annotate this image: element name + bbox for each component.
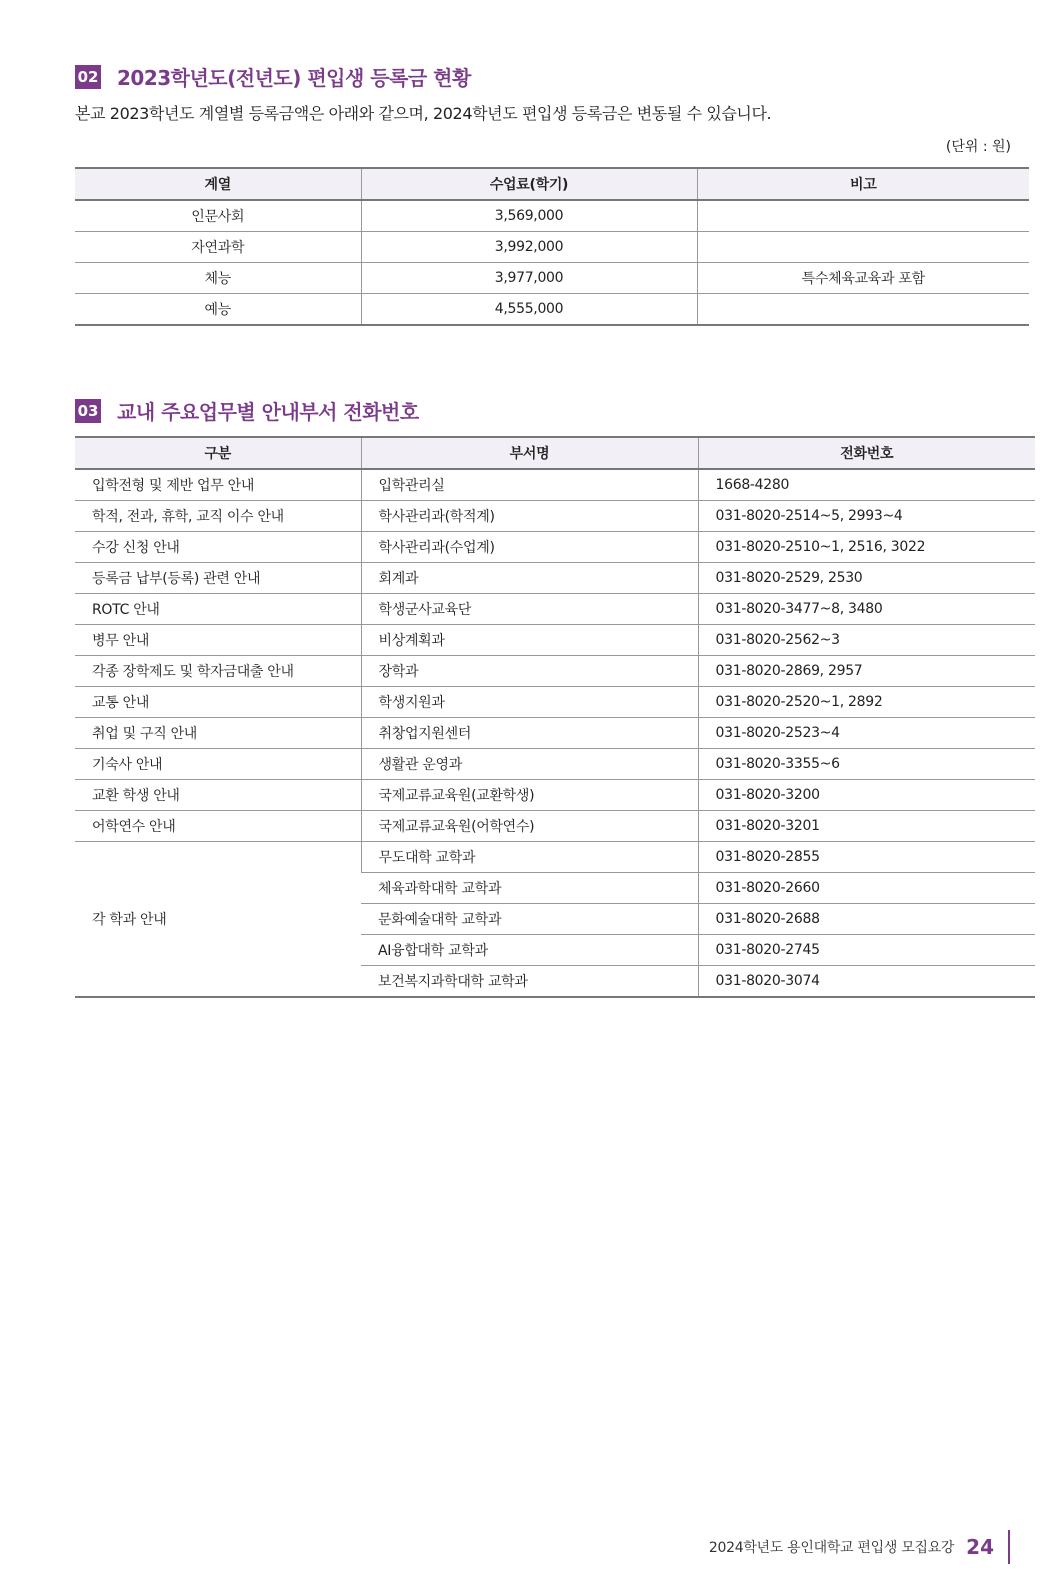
section-title: 교내 주요업무별 안내부서 전화번호: [117, 400, 419, 424]
tuition-cell: 3,992,000: [361, 232, 697, 263]
table-row: [75, 501, 1035, 532]
department-cell: 학생군사교육단: [361, 594, 698, 625]
table-row: [75, 780, 1035, 811]
table-row: [75, 232, 1029, 263]
category-cell: 예능: [75, 294, 361, 326]
category-cell: 기숙사 안내: [75, 749, 361, 780]
table-header-row: [75, 168, 1029, 200]
column-header: 전화번호: [698, 437, 1035, 469]
table-row: [75, 749, 1035, 780]
category-cell: 입학전형 및 제반 업무 안내: [75, 469, 361, 501]
page-footer: [709, 1530, 1010, 1564]
category-cell: 취업 및 구직 안내: [75, 718, 361, 749]
note-cell: [697, 232, 1029, 263]
phone-cell: 031-8020-2688: [698, 904, 1035, 935]
table-row: [75, 687, 1035, 718]
column-header: 계열: [75, 168, 361, 200]
phone-cell: 031-8020-2520~1, 2892: [698, 687, 1035, 718]
category-cell: ROTC 안내: [75, 594, 361, 625]
table-row: [75, 469, 1035, 501]
table-header-row: [75, 437, 1035, 469]
tuition-table: [75, 167, 1029, 326]
category-cell: 각종 장학제도 및 학자금대출 안내: [75, 656, 361, 687]
category-cell: 교환 학생 안내: [75, 780, 361, 811]
table-row: [75, 263, 1029, 294]
footer-divider: [1008, 1530, 1010, 1564]
section-heading-contacts: [75, 396, 419, 425]
phone-cell: 031-8020-2660: [698, 873, 1035, 904]
department-cell: 국제교류교육원(어학연수): [361, 811, 698, 842]
section-number-badge: 03: [75, 399, 101, 423]
intro-text: 본교 2023학년도 계열별 등록금액은 아래와 같으며, 2024학년도 편입생 등록금은 변동될 수 있습니다.: [75, 104, 772, 123]
category-cell: 어학연수 안내: [75, 811, 361, 842]
department-cell: 학사관리과(학적계): [361, 501, 698, 532]
phone-cell: 031-8020-2514~5, 2993~4: [698, 501, 1035, 532]
phone-cell: 031-8020-3074: [698, 966, 1035, 998]
table-row: [75, 656, 1035, 687]
department-cell: 비상계획과: [361, 625, 698, 656]
contact-table: [75, 436, 1035, 998]
table-row: [75, 842, 1035, 873]
note-cell: [697, 294, 1029, 326]
category-cell: 병무 안내: [75, 625, 361, 656]
phone-cell: 031-8020-2510~1, 2516, 3022: [698, 532, 1035, 563]
table-row: [75, 718, 1035, 749]
department-cell: 국제교류교육원(교환학생): [361, 780, 698, 811]
phone-cell: 031-8020-2869, 2957: [698, 656, 1035, 687]
section-number-badge: 02: [75, 65, 101, 89]
unit-note: (단위 : 원): [945, 139, 1011, 155]
phone-cell: 031-8020-2562~3: [698, 625, 1035, 656]
category-cell: 인문사회: [75, 200, 361, 232]
table-row: [75, 625, 1035, 656]
column-header: 수업료(학기): [361, 168, 697, 200]
category-cell: 자연과학: [75, 232, 361, 263]
tuition-cell: 4,555,000: [361, 294, 697, 326]
table-row: [75, 594, 1035, 625]
section-title: 2023학년도(전년도) 편입생 등록금 현황: [117, 66, 471, 90]
phone-cell: 031-8020-2523~4: [698, 718, 1035, 749]
category-cell: 체능: [75, 263, 361, 294]
department-cell: AI융합대학 교학과: [361, 935, 698, 966]
page-number: 24: [966, 1535, 994, 1559]
table-row: [75, 563, 1035, 594]
phone-cell: 031-8020-3200: [698, 780, 1035, 811]
table-row: [75, 294, 1029, 326]
phone-cell: 031-8020-2855: [698, 842, 1035, 873]
column-header: 부서명: [361, 437, 698, 469]
department-cell: 입학관리실: [361, 469, 698, 501]
department-cell: 무도대학 교학과: [361, 842, 698, 873]
note-cell: 특수체육교육과 포함: [697, 263, 1029, 294]
table-row: [75, 532, 1035, 563]
category-cell: 등록금 납부(등록) 관련 안내: [75, 563, 361, 594]
tuition-cell: 3,977,000: [361, 263, 697, 294]
category-cell: 각 학과 안내: [75, 842, 361, 998]
phone-cell: 1668-4280: [698, 469, 1035, 501]
category-cell: 학적, 전과, 휴학, 교직 이수 안내: [75, 501, 361, 532]
column-header: 비고: [697, 168, 1029, 200]
category-cell: 교통 안내: [75, 687, 361, 718]
department-cell: 문화예술대학 교학과: [361, 904, 698, 935]
department-cell: 체육과학대학 교학과: [361, 873, 698, 904]
phone-cell: 031-8020-3201: [698, 811, 1035, 842]
tuition-cell: 3,569,000: [361, 200, 697, 232]
phone-cell: 031-8020-3355~6: [698, 749, 1035, 780]
phone-cell: 031-8020-2745: [698, 935, 1035, 966]
department-cell: 학사관리과(수업계): [361, 532, 698, 563]
department-cell: 생활관 운영과: [361, 749, 698, 780]
department-cell: 학생지원과: [361, 687, 698, 718]
footer-title: 2024학년도 용인대학교 편입생 모집요강: [708, 1540, 955, 1556]
note-cell: [697, 200, 1029, 232]
department-cell: 장학과: [361, 656, 698, 687]
department-cell: 회계과: [361, 563, 698, 594]
phone-cell: 031-8020-3477~8, 3480: [698, 594, 1035, 625]
phone-cell: 031-8020-2529, 2530: [698, 563, 1035, 594]
department-cell: 보건복지과학대학 교학과: [361, 966, 698, 998]
column-header: 구분: [75, 437, 361, 469]
department-cell: 취창업지원센터: [361, 718, 698, 749]
section-heading-tuition: [75, 62, 471, 91]
table-row: [75, 811, 1035, 842]
category-cell: 수강 신청 안내: [75, 532, 361, 563]
table-row: [75, 200, 1029, 232]
